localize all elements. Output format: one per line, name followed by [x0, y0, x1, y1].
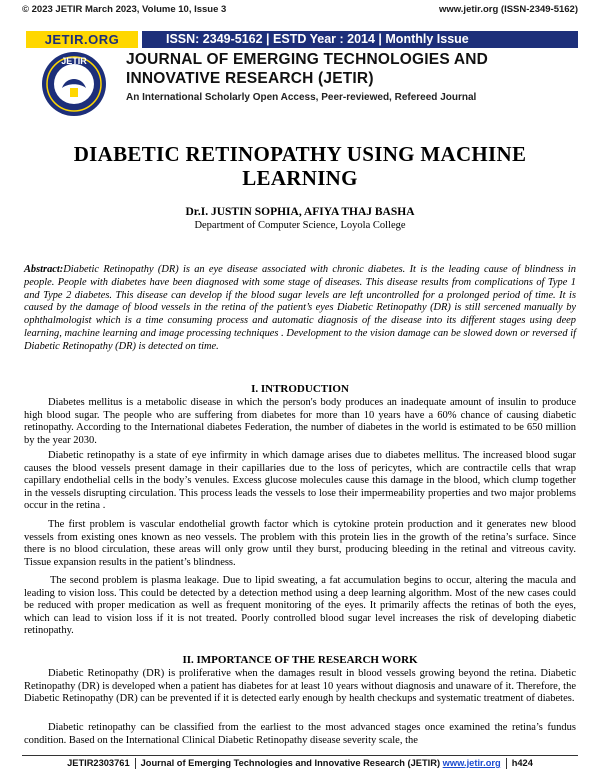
- abstract: [24, 264, 576, 354]
- footer-divider: [22, 755, 578, 756]
- jetir-logo-icon: [40, 50, 108, 118]
- footer-separator: [506, 758, 507, 769]
- intro-paragraph-4: The second problem is plasma leakage. Due to lipid sweating, a fat accumulation begins to occur, altering the macula and leading to vision loss. This could be detected by a detection method using a deep learning algorithm. Most of the new cases could be reduced with proper medication as well as frequent monitoring of the eyes. It primarily affects the retinas of both the eyes, which can lead to vision loss if it is not treated. Poorly controlled blood sugar level increases the risk of developing diabetic retinopathy.: [24, 575, 576, 636]
- logo-text: JETIR: [61, 56, 87, 66]
- website-link[interactable]: www.jetir.org (ISSN-2349-5162): [438, 4, 578, 15]
- abstract-label: Abstract:: [24, 264, 64, 275]
- paper-authors: Dr.I. JUSTIN SOPHIA, AFIYA THAJ BASHA: [185, 206, 415, 218]
- importance-paragraph-1: Diabetic Retinopathy (DR) is proliferative when the damages result in blood vessels growing beyond the retina. Diabetic Retinopathy (DR) is developed when a patient has diabetes for at least 10 years without diagnosis and unaware of it. Therefore, the Diabetic Retinopathy (DR) can be prevented if it is detected early enough by health checkups and systematic treatment of diabetes.: [24, 668, 576, 704]
- footer-journal: Journal of Emerging Technologies and Innovative Research (JETIR): [140, 758, 441, 768]
- intro-paragraph-1: Diabetes mellitus is a metabolic disease in which the person's body produces an inadequate amount of insulin to produce high blood sugar. The people who are suffering from diabetes for more than 10 years have a 60% chance of causing diabetic retinopathy. According to the International diabetes Federation, the number of diabetes in the world is estimated to be 650 million by the year 2030.: [24, 397, 576, 446]
- section-heading-importance: II. IMPORTANCE OF THE RESEARCH WORK: [182, 654, 418, 666]
- jetir-tag: JETIR.ORG: [26, 31, 138, 48]
- footer-paper-id: JETIR2303761: [67, 758, 130, 768]
- paper-affiliation: Department of Computer Science, Loyola College: [194, 220, 406, 231]
- paper-title: DIABETIC RETINOPATHY USING MACHINE LEARNING: [73, 142, 527, 190]
- abstract-text: Diabetic Retinopathy (DR) is an eye disease associated with chronic diabetes. It is the leading cause of blindness in people. People with diabetes have been diagnosed with some stage of diseases. This disease results from complications of Type 1 and Type 2 diabetes. This disease can develop if the blood sugar levels are left uncontrolled for a prolonged period of time. It is caused by the damage of blood vessels in the retina of the patient’s eyes Diabetic Retinopathy (DR) is still sercened manually by ophthalmologist which is a time consuming process and automatic diagnosis of the disease into its different stages using deep learning, machine learning and image processing techniques . Development to the vision damage can be slowed down or reversed if Diabetic Retinopathy (DR) is detected on time.: [24, 264, 576, 352]
- importance-paragraph-2: Diabetic retinopathy can be classified from the earliest to the most advanced stages once examined the retina’s fundus condition. Based on the International Clinical Diabetic Retinopathy disease severity scale, the: [24, 722, 576, 746]
- journal-subtitle: An International Scholarly Open Access, Peer-reviewed, Refereed Journal: [126, 92, 477, 103]
- footer-separator: [135, 758, 136, 769]
- journal-name: JOURNAL OF EMERGING TECHNOLOGIES AND INNOVATIVE RESEARCH (JETIR): [126, 51, 488, 87]
- running-footer: [0, 758, 600, 769]
- issue-line: © 2023 JETIR March 2023, Volume 10, Issue 3: [22, 4, 227, 15]
- footer-url-link[interactable]: www.jetir.org: [442, 758, 501, 768]
- issn-band: ISSN: 2349-5162 | ESTD Year : 2014 | Monthly Issue: [142, 31, 578, 48]
- intro-paragraph-2: Diabetic retinopathy is a state of eye infirmity in which damage arises due to diabetes mellitus. The increased blood sugar causes the blood vessels present damage in their capillaries due to the loss of pericytes, which are contractile cells that wrap capillary endothelial cells in the body’s venules. Excess glucose molecules cause this damage in the blood, which clump together in the vessels disrupting circulation. This process leads the vessels to lose their impermeability properties and two major problems occur in the retina .: [24, 450, 576, 511]
- journal-masthead: [22, 28, 578, 120]
- footer-page-number: h424: [511, 758, 533, 768]
- intro-paragraph-3: The first problem is vascular endothelial growth factor which is cytokine protein production and it generates new blood vessels from existing ones known as neo vessels. The problem with this protein lies in the growth of the retina’s surface. Since there is no blood circulation, these areas will only grow until they burst, producing bleeding in the retinal and vitreous cavity. Tissue expansion results in the patient’s blindness.: [24, 519, 576, 568]
- section-heading-introduction: I. INTRODUCTION: [251, 383, 349, 395]
- running-header: [22, 4, 578, 16]
